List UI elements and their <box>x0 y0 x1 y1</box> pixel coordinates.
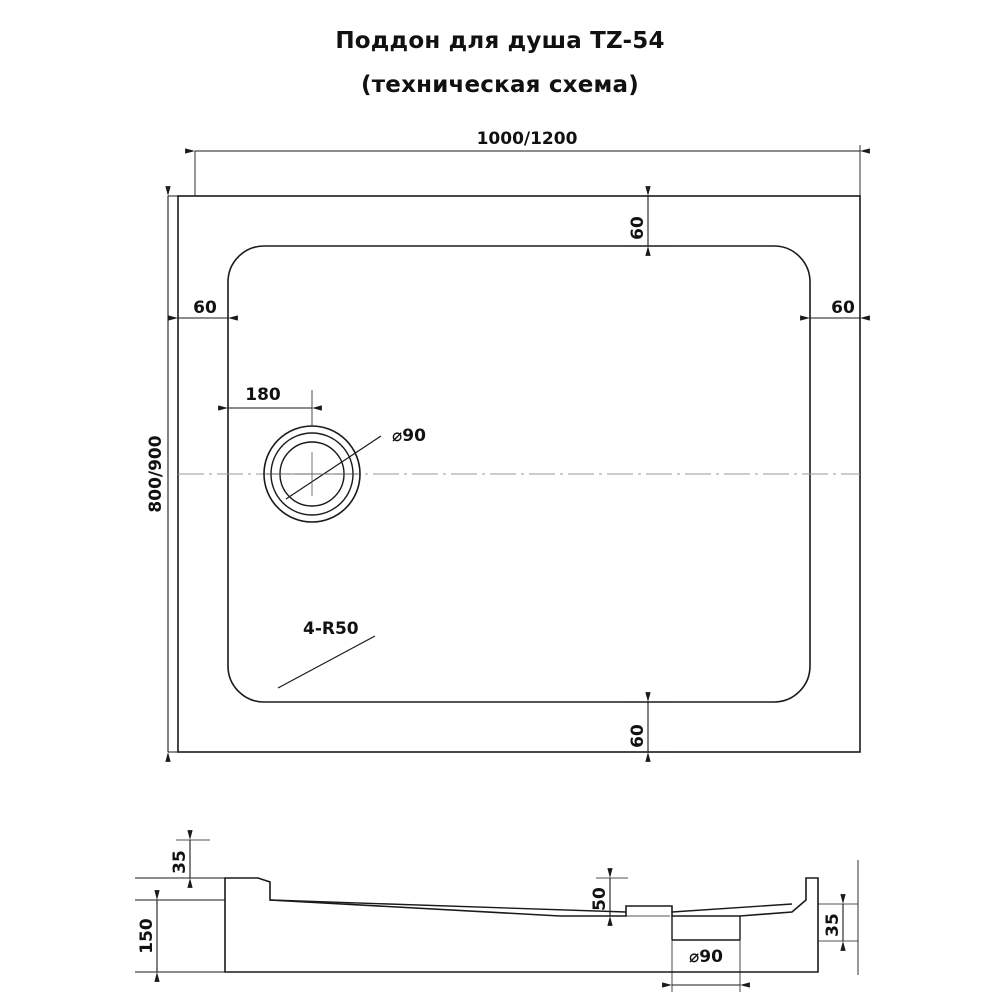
plan-view-group <box>146 129 860 752</box>
rim-height-label: 35 <box>170 850 190 874</box>
drain-offset-label: 180 <box>245 385 281 405</box>
total-height-label: 150 <box>137 918 157 954</box>
edge-left-label: 60 <box>193 298 217 318</box>
drain-depth-label: 50 <box>590 887 610 911</box>
side-height-label: 35 <box>823 913 843 937</box>
edge-top-label: 60 <box>628 216 648 240</box>
corner-radius-leader <box>278 636 375 688</box>
section-drain-diameter-label: ⌀90 <box>689 947 723 967</box>
section-profile-outline <box>225 878 818 972</box>
edge-right-label: 60 <box>831 298 855 318</box>
drain-diameter-label: ⌀90 <box>392 426 426 446</box>
drain-diameter-leader <box>286 436 381 499</box>
section-slope-line-right <box>672 904 792 912</box>
overall-width-label: 1000/1200 <box>476 129 578 149</box>
corner-radius-label: 4-R50 <box>303 619 359 639</box>
page-title-line2: (техническая схема) <box>361 72 639 98</box>
overall-height-label: 800/900 <box>146 435 166 513</box>
page-title-line1: Поддон для душа TZ-54 <box>335 28 665 54</box>
edge-bottom-label: 60 <box>628 724 648 748</box>
section-view-group <box>135 840 858 992</box>
